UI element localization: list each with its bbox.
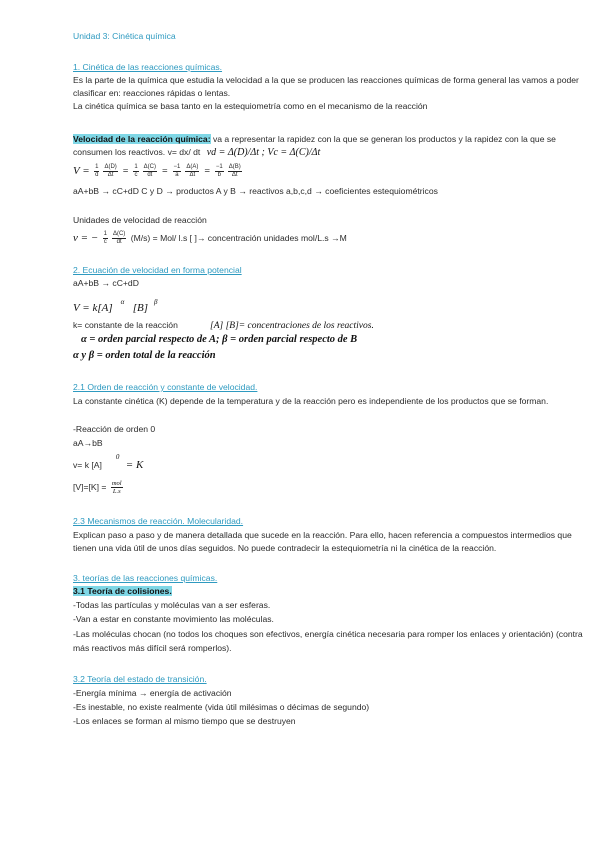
collision-bullet-3-line-2: más reactivos más difícil será romperlos).	[73, 643, 232, 653]
frac-minus1-over-a: $\frac{-1}{a}$	[173, 164, 181, 179]
k-definition: k= constante de la reacción	[73, 320, 178, 330]
alpha-exponent: α	[120, 298, 125, 306]
s23-paragraph-line-1: Explican paso a paso y de manera detallada que sucede en la reacción. Para ello, hacen referencia a compuestos intermedios que	[73, 530, 572, 540]
beta-exponent: β	[153, 298, 158, 306]
collision-bullet-2: -Van a estar en constante movimiento las moléculas.	[73, 614, 274, 624]
order-zero-rate	[73, 455, 143, 475]
transition-bullet-2: -Es inestable, no existe realmente (vida útil milésimas o décimas de segundo)	[73, 702, 370, 712]
order-zero-units	[73, 476, 125, 498]
frac-dD-dt: $\frac{\Delta(D)}{\Delta t}$	[104, 164, 117, 179]
frac-1-over-d: $\frac{1}{d}$	[95, 164, 99, 179]
frac-dC-dt: $\frac{\Delta(C)}{dt}$	[143, 164, 156, 179]
s1-paragraph-line-2: clasificar en: reacciones rápidas o lentas.	[73, 88, 231, 98]
frac-1-over-c: $\frac{1}{c}$	[103, 231, 107, 246]
eq-v-label: V =	[73, 165, 90, 177]
zero-exponent: 0	[115, 453, 120, 461]
section-3-1-heading: 3.1 Teoría de colisiones.	[73, 586, 172, 596]
frac-dB-dt: $\frac{\Delta(B)}{\Delta t}$	[228, 164, 241, 179]
alpha-beta-definition: α = orden parcial respecto de A; β = orden parcial respecto de B	[81, 334, 358, 345]
s1-paragraph-line-1: Es la parte de la química que estudia la velocidad a la que se producen las reacciones químicas de forma general las vamos a poder	[73, 75, 579, 85]
eq-sign: =	[203, 166, 211, 177]
units-title: Unidades de velocidad de reacción	[73, 215, 207, 225]
velocity-definition-line-2	[73, 147, 320, 158]
eq-sign: =	[122, 166, 129, 177]
frac-mol-ls: $\frac{\text{mol}}{L.s}$	[111, 480, 122, 496]
section-2-3-heading: 2.3 Mecanismos de reacción. Molecularidad.	[73, 516, 244, 526]
s2-reaction: aA+bB → cC+dD	[73, 278, 139, 288]
frac-1-over-c: $\frac{1}{c}$	[134, 164, 138, 179]
s1-paragraph-2: La cinética química se basa tanto en la estequiometría como en el mecanismo de la reacción	[73, 101, 428, 111]
frac-dA-dt: $\frac{\Delta(A)}{\Delta t}$	[186, 164, 199, 179]
velocity-rate-equation	[73, 160, 244, 182]
total-order-definition: α y β = orden total de la reacción	[73, 350, 216, 361]
s23-paragraph-line-2: tienen una vida útil de unos días seguidos. No puede contradecir la estequiometría ni la cinética de la reacción.	[73, 543, 497, 553]
section-1-heading: 1. Cinética de las reacciones químicas.	[73, 62, 223, 72]
section-3-2-heading: 3.2 Teoría del estado de transición.	[73, 674, 207, 684]
section-2-heading: 2. Ecuación de velocidad en forma potencial	[73, 265, 242, 275]
eq-sign: =	[161, 166, 169, 177]
velocity-definition-text: va a representar la rapidez con la que se generan los productos y la rapidez con la que se	[210, 134, 556, 144]
section-3-heading: 3. teorías de las reacciones químicas.	[73, 573, 218, 583]
transition-bullet-1: -Energía mínima → energía de activación	[73, 688, 232, 698]
frac-minus1-over-b: $\frac{-1}{b}$	[215, 164, 223, 179]
reaction-legend: aA+bB → cC+dD C y D → productos A y B → reactivos a,b,c,d → coeficientes estequiométricos	[73, 186, 438, 196]
v-eq-k-a: v= k [A]	[73, 460, 102, 470]
frac-dC-dt: $\frac{\Delta(C)}{dt}$	[112, 231, 126, 246]
order-zero-title: -Reacción de orden 0	[73, 424, 156, 434]
unit-title: Unidad 3: Cinética química	[73, 31, 176, 41]
velocity-highlight-label: Velocidad de la reacción química:	[73, 134, 211, 144]
units-equation	[73, 228, 347, 248]
collision-bullet-1: -Todas las partículas y moléculas van a ser esferas.	[73, 600, 271, 610]
order-zero-reaction: aA→bB	[73, 438, 103, 448]
concentration-definition: [A] [B]= concentraciones de los reactivos.	[210, 321, 374, 331]
section-2-1-heading: 2.1 Orden de reacción y constante de velocidad.	[73, 382, 258, 392]
transition-bullet-3: -Los enlaces se forman al mismo tiempo que se destruyen	[73, 716, 296, 726]
rate-law-b: [B]	[132, 302, 148, 314]
units-v-k: [V]=[K] =	[73, 482, 107, 492]
velocity-definition-line-1	[73, 134, 556, 145]
velocity-vd-vc: vd = Δ(D)/Δt ; Vc = Δ(C)/Δt	[206, 147, 321, 158]
units-rhs: (M/s) = Mol/ l.s [ ]→ concentración unidades mol/L.s →M	[130, 233, 347, 243]
s21-paragraph: La constante cinética (K) depende de la temperatura y de la reacción pero es independiente de los productos que se forman.	[73, 396, 549, 406]
units-lhs: v = −	[73, 232, 99, 244]
collision-bullet-3-line-1: -Las moléculas chocan (no todos los choques son efectivos, energía cinética necesaria para romper los enlaces y orientación) (contra	[73, 629, 583, 639]
eq-k: = K	[125, 459, 144, 471]
rate-law	[73, 297, 157, 319]
velocity-dxdt: consumen los reactivos. v= dx/ dt	[73, 147, 201, 157]
rate-law-k-a: V = k[A]	[73, 302, 113, 314]
